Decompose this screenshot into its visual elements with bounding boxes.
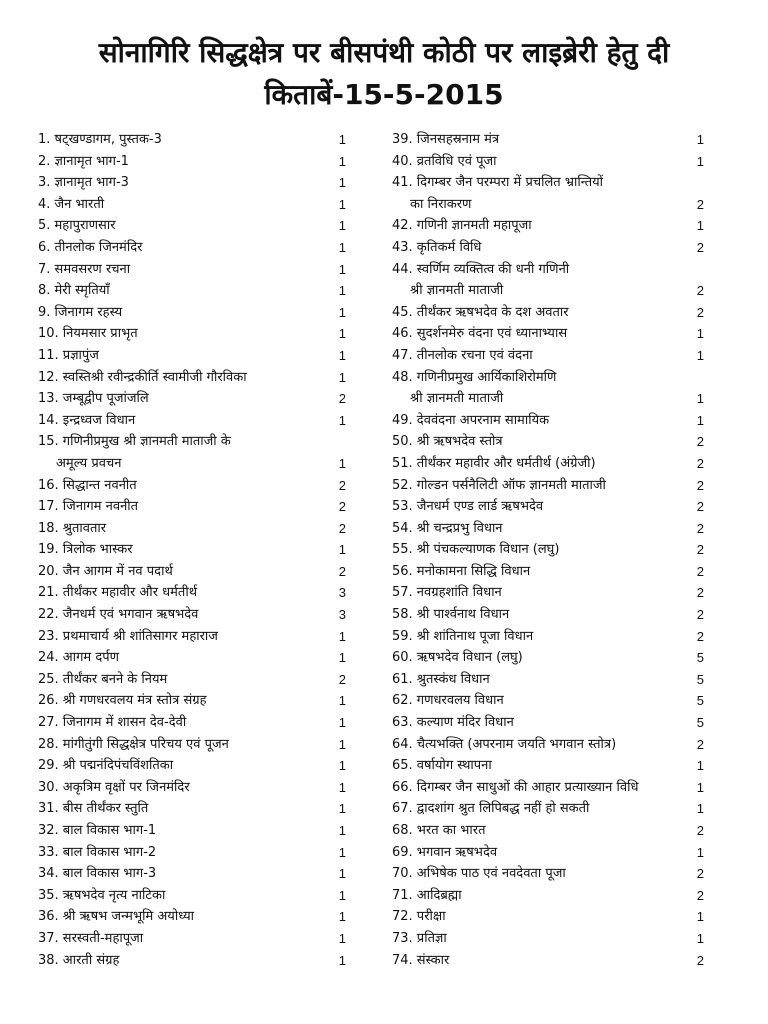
book-quantity: 1 xyxy=(338,715,346,731)
book-title: 7. समवसरण रचना xyxy=(38,261,131,277)
book-list-item xyxy=(392,323,704,345)
book-title: 13. जम्बूद्वीप पूजांजलि xyxy=(38,391,149,407)
book-quantity: 1 xyxy=(338,412,346,428)
book-list-item xyxy=(392,842,704,864)
book-list-item xyxy=(38,345,346,367)
book-title: 59. श्री शांतिनाथ पूजा विधान xyxy=(392,628,534,644)
book-quantity: 1 xyxy=(696,801,704,817)
book-title: 61. श्रुतस्कंध विधान xyxy=(392,671,490,687)
book-list-item xyxy=(38,690,346,712)
book-list-item xyxy=(392,539,704,561)
book-title: 43. कृतिकर्म विधि xyxy=(392,239,482,255)
book-quantity: 1 xyxy=(696,844,704,860)
book-list-item xyxy=(38,669,346,691)
book-quantity: 5 xyxy=(696,671,704,687)
book-quantity: 1 xyxy=(338,347,346,363)
book-title: 58. श्री पार्श्वनाथ विधान xyxy=(392,607,510,623)
book-quantity: 2 xyxy=(696,196,704,212)
book-list-item xyxy=(38,777,346,799)
book-list-item xyxy=(38,928,346,950)
book-title: 9. जिनागम रहस्य xyxy=(38,304,123,320)
book-title: 40. व्रतविधि एवं पूजा xyxy=(392,153,497,169)
book-title: 12. स्वस्तिश्री रवीन्द्रकीर्ति स्वामीजी गौरविका xyxy=(38,369,247,385)
book-title: 25. तीर्थंकर बनने के नियम xyxy=(38,671,168,687)
book-list-item xyxy=(38,798,346,820)
book-list-item xyxy=(38,604,346,626)
book-quantity: 2 xyxy=(338,671,346,687)
book-title: 54. श्री चन्द्रप्रभु विधान xyxy=(392,520,503,536)
book-quantity: 2 xyxy=(696,585,704,601)
book-list-item xyxy=(38,820,346,842)
book-quantity: 1 xyxy=(338,175,346,191)
book-title: 5. महापुराणसार xyxy=(38,218,116,234)
book-list-item xyxy=(38,734,346,756)
book-title: 18. श्रुतावतार xyxy=(38,520,107,536)
book-title: 16. सिद्धान्त नवनीत xyxy=(38,477,137,493)
book-quantity: 1 xyxy=(696,412,704,428)
book-title: 45. तीर्थंकर ऋषभदेव के दश अवतार xyxy=(392,304,569,320)
book-title: 73. प्रतिज्ञा xyxy=(392,930,447,946)
book-title-continued: अमूल्य प्रवचन xyxy=(56,455,122,471)
book-quantity: 1 xyxy=(338,952,346,968)
book-title: 41. दिगम्बर जैन परम्परा में प्रचलित भ्रान्तियों xyxy=(392,175,604,191)
book-quantity: 1 xyxy=(338,261,346,277)
page-title xyxy=(20,32,748,116)
book-quantity: 5 xyxy=(696,693,704,709)
book-list-item xyxy=(392,712,704,734)
book-list-item xyxy=(392,410,704,432)
book-list-item xyxy=(38,237,346,259)
book-quantity: 2 xyxy=(696,304,704,320)
book-title: 32. बाल विकास भाग-1 xyxy=(38,823,157,838)
book-quantity: 1 xyxy=(338,132,346,147)
book-quantity: 1 xyxy=(338,239,346,255)
book-quantity: 1 xyxy=(696,909,704,925)
book-title: 70. अभिषेक पाठ एवं नवदेवता पूजा xyxy=(392,866,566,882)
book-title: 71. आदिब्रह्मा xyxy=(392,887,462,903)
book-quantity: 1 xyxy=(338,779,346,795)
book-quantity: 1 xyxy=(338,542,346,558)
book-quantity: 1 xyxy=(696,779,704,795)
book-quantity: 2 xyxy=(696,736,704,752)
book-title: 3. ज्ञानामृत भाग-3 xyxy=(38,175,129,191)
book-quantity: 1 xyxy=(338,153,346,169)
book-quantity: 2 xyxy=(338,563,346,579)
book-quantity: 1 xyxy=(696,347,704,363)
book-quantity: 2 xyxy=(338,499,346,515)
book-quantity: 1 xyxy=(338,823,346,838)
book-title: 4. जैन भारती xyxy=(38,196,105,212)
book-title: 14. इन्द्रध्वज विधान xyxy=(38,412,136,428)
book-quantity: 1 xyxy=(338,196,346,212)
book-list-item xyxy=(38,496,346,518)
book-list-item xyxy=(392,604,704,626)
book-quantity: 1 xyxy=(338,693,346,709)
book-title: 29. श्री पद्मनंदिपंचविंशतिका xyxy=(38,758,174,774)
book-title-continued: श्री ज्ञानमती माताजी xyxy=(410,391,504,407)
book-list-item xyxy=(392,928,704,950)
book-list-item xyxy=(38,475,346,497)
book-title: 10. नियमसार प्राभृत xyxy=(38,326,138,342)
left-book-list xyxy=(38,129,346,971)
book-title: 2. ज्ञानामृत भाग-1 xyxy=(38,153,129,169)
book-list-item xyxy=(392,172,704,215)
book-quantity: 2 xyxy=(696,952,704,968)
book-title: 46. सुदर्शनमेरु वंदना एवं ध्यानाभ्यास xyxy=(392,326,568,342)
book-list-item xyxy=(38,647,346,669)
book-title: 24. आगम दर्पण xyxy=(38,650,120,666)
book-title: 37. सरस्वती-महापूजा xyxy=(38,930,144,946)
book-list-item xyxy=(38,194,346,216)
book-quantity: 2 xyxy=(338,520,346,536)
book-list-item xyxy=(38,539,346,561)
book-list-item xyxy=(38,280,346,302)
book-quantity: 2 xyxy=(696,563,704,579)
book-list-item xyxy=(392,151,704,173)
book-quantity: 1 xyxy=(696,153,704,169)
book-list-item xyxy=(38,885,346,907)
book-list-item xyxy=(392,820,704,842)
book-quantity: 1 xyxy=(696,391,704,407)
book-quantity: 2 xyxy=(696,499,704,515)
book-title: 69. भगवान ऋषभदेव xyxy=(392,844,498,860)
book-list-item xyxy=(38,712,346,734)
book-list-item xyxy=(38,172,346,194)
book-title: 1. षट्खण्डागम, पुस्तक-3 xyxy=(38,132,162,147)
book-list-item xyxy=(392,863,704,885)
book-list-item xyxy=(38,561,346,583)
book-quantity: 2 xyxy=(338,391,346,407)
book-title: 36. श्री ऋषभ जन्मभूमि अयोध्या xyxy=(38,909,194,925)
book-title: 56. मनोकामना सिद्धि विधान xyxy=(392,563,531,579)
book-list-item xyxy=(38,259,346,281)
book-title: 42. गणिनी ज्ञानमती महापूजा xyxy=(392,218,532,234)
book-title: 52. गोल्डन पर्सनैलिटी ऑफ ज्ञानमती माताजी xyxy=(392,477,606,493)
book-title: 55. श्री पंचकल्याणक विधान (लघु) xyxy=(392,542,560,558)
book-quantity: 1 xyxy=(696,326,704,342)
book-list-item xyxy=(392,345,704,367)
book-quantity: 1 xyxy=(338,844,346,860)
book-quantity: 5 xyxy=(696,650,704,666)
book-list-item xyxy=(38,518,346,540)
book-title-continued: श्री ज्ञानमती माताजी xyxy=(410,283,504,299)
book-title: 67. द्वादशांग श्रुत लिपिबद्ध नहीं हो सकती xyxy=(392,801,590,817)
book-title: 64. चैत्यभक्ति (अपरनाम जयति भगवान स्तोत्र) xyxy=(392,736,617,752)
book-quantity: 1 xyxy=(338,326,346,342)
book-title: 26. श्री गणधरवलय मंत्र स्तोत्र संग्रह xyxy=(38,693,207,709)
book-list-item xyxy=(392,475,704,497)
title-line-2: किताबें-15-5-2015 xyxy=(264,78,504,111)
book-list-item xyxy=(392,626,704,648)
book-quantity: 1 xyxy=(338,866,346,882)
book-title: 60. ऋषभदेव विधान (लघु) xyxy=(392,650,523,666)
book-list-item xyxy=(38,367,346,389)
book-list-item xyxy=(38,323,346,345)
book-title: 49. देववंदना अपरनाम सामायिक xyxy=(392,412,550,428)
book-list-item xyxy=(392,734,704,756)
book-list-item xyxy=(38,906,346,928)
book-title: 38. आरती संग्रह xyxy=(38,952,120,968)
book-list-item xyxy=(392,237,704,259)
book-quantity: 1 xyxy=(338,628,346,644)
book-list-item xyxy=(392,561,704,583)
book-title: 39. जिनसहस्रनाम मंत्र xyxy=(392,132,500,147)
book-list-item xyxy=(38,863,346,885)
book-quantity: 1 xyxy=(696,930,704,946)
book-quantity: 2 xyxy=(696,520,704,536)
book-quantity: 2 xyxy=(338,477,346,493)
book-quantity: 2 xyxy=(696,542,704,558)
book-list-item xyxy=(38,626,346,648)
book-title: 47. तीनलोक रचना एवं वंदना xyxy=(392,347,533,363)
book-quantity: 2 xyxy=(696,477,704,493)
book-quantity: 1 xyxy=(338,758,346,774)
book-title-continued: का निराकरण xyxy=(410,196,472,212)
book-list-item xyxy=(38,302,346,324)
book-list-item xyxy=(38,215,346,237)
book-list-item xyxy=(392,518,704,540)
book-list-item xyxy=(392,496,704,518)
book-title: 68. भरत का भारत xyxy=(392,823,486,838)
book-title: 48. गणिनीप्रमुख आर्यिकाशिरोमणि xyxy=(392,369,557,385)
book-title: 28. मांगीतुंगी सिद्धक्षेत्र परिचय एवं पूजन xyxy=(38,736,229,752)
book-title: 65. वर्षायोग स्थापना xyxy=(392,758,492,774)
book-title: 62. गणधरवलय विधान xyxy=(392,693,504,709)
book-list-item xyxy=(392,215,704,237)
book-title: 53. जैनधर्म एण्ड लार्ड ऋषभदेव xyxy=(392,499,544,515)
book-list-item xyxy=(38,388,346,410)
book-title: 72. परीक्षा xyxy=(392,909,446,925)
book-list-item xyxy=(38,950,346,972)
book-quantity: 1 xyxy=(338,887,346,903)
book-list-item xyxy=(392,690,704,712)
book-list-item xyxy=(38,582,346,604)
book-title: 63. कल्याण मंदिर विधान xyxy=(392,715,514,731)
book-list-item xyxy=(392,777,704,799)
book-title: 30. अकृत्रिम वृक्षों पर जिनमंदिर xyxy=(38,779,190,795)
book-quantity: 1 xyxy=(338,736,346,752)
book-title: 74. संस्कार xyxy=(392,952,450,968)
book-quantity: 1 xyxy=(338,650,346,666)
book-list-item xyxy=(392,453,704,475)
book-title: 44. स्वर्णिम व्यक्तित्व की धनी गणिनी xyxy=(392,261,570,277)
book-list-item xyxy=(392,885,704,907)
book-title: 17. जिनागम नवनीत xyxy=(38,499,139,515)
book-title: 22. जैनधर्म एवं भगवान ऋषभदेव xyxy=(38,607,199,623)
book-list-item xyxy=(392,950,704,972)
book-title: 50. श्री ऋषभदेव स्तोत्र xyxy=(392,434,503,450)
book-list-item xyxy=(392,367,704,410)
book-quantity: 1 xyxy=(696,758,704,774)
book-title: 57. नवग्रहशांति विधान xyxy=(392,585,502,601)
book-list-item xyxy=(38,129,346,151)
book-quantity: 1 xyxy=(338,304,346,320)
book-title: 15. गणिनीप्रमुख श्री ज्ञानमती माताजी के xyxy=(38,434,231,450)
book-quantity: 3 xyxy=(338,607,346,623)
book-list-item xyxy=(38,842,346,864)
book-quantity: 1 xyxy=(696,218,704,234)
book-quantity: 1 xyxy=(338,455,346,471)
book-quantity: 2 xyxy=(696,239,704,255)
book-list-item xyxy=(392,647,704,669)
book-quantity: 2 xyxy=(696,887,704,903)
book-title: 21. तीर्थंकर महावीर और धर्मतीर्थ xyxy=(38,585,198,601)
book-title: 51. तीर्थंकर महावीर और धर्मतीर्थ (अंग्रेजी) xyxy=(392,455,596,471)
book-quantity: 2 xyxy=(696,607,704,623)
book-title: 6. तीनलोक जिनमंदिर xyxy=(38,239,143,255)
book-quantity: 2 xyxy=(696,455,704,471)
book-quantity: 2 xyxy=(696,823,704,838)
book-quantity: 2 xyxy=(696,283,704,299)
book-quantity: 1 xyxy=(338,801,346,817)
title-line-1: सोनागिरि सिद्धक्षेत्र पर बीसपंथी कोठी पर लाइब्रेरी हेतु दी xyxy=(98,36,670,69)
book-title: 34. बाल विकास भाग-3 xyxy=(38,866,157,882)
book-quantity: 2 xyxy=(696,434,704,450)
book-title: 35. ऋषभदेव नृत्य नाटिका xyxy=(38,887,166,903)
book-quantity: 1 xyxy=(338,218,346,234)
book-title: 27. जिनागम में शासन देव-देवी xyxy=(38,715,187,731)
book-list-item xyxy=(38,755,346,777)
book-list-item xyxy=(392,302,704,324)
book-title: 66. दिगम्बर जैन साधुओं की आहार प्रत्याख्यान विधि xyxy=(392,779,639,795)
book-title: 33. बाल विकास भाग-2 xyxy=(38,844,157,860)
book-list-item xyxy=(38,431,346,474)
book-list-item xyxy=(392,129,704,151)
book-quantity: 2 xyxy=(696,628,704,644)
book-list-item xyxy=(392,669,704,691)
book-list-item xyxy=(392,259,704,302)
book-list-item xyxy=(392,582,704,604)
book-list-item xyxy=(38,151,346,173)
book-title: 31. बीस तीर्थंकर स्तुति xyxy=(38,801,149,817)
right-book-list xyxy=(392,129,704,971)
book-quantity: 3 xyxy=(338,585,346,601)
book-list-item xyxy=(392,906,704,928)
book-title: 23. प्रथमाचार्य श्री शांतिसागर महाराज xyxy=(38,628,218,644)
book-title: 11. प्रज्ञापुंज xyxy=(38,347,99,363)
book-quantity: 1 xyxy=(696,132,704,147)
book-quantity: 1 xyxy=(338,283,346,299)
book-list-item xyxy=(392,798,704,820)
book-title: 19. त्रिलोक भास्कर xyxy=(38,542,133,558)
book-list-item xyxy=(392,755,704,777)
book-list-item xyxy=(392,431,704,453)
book-quantity: 1 xyxy=(338,909,346,925)
book-quantity: 2 xyxy=(696,866,704,882)
book-quantity: 5 xyxy=(696,715,704,731)
book-title: 20. जैन आगम में नव पदार्थ xyxy=(38,563,173,579)
book-list-item xyxy=(38,410,346,432)
book-quantity: 1 xyxy=(338,369,346,385)
book-title: 8. मेरी स्मृतियाँ xyxy=(38,283,110,299)
book-quantity: 1 xyxy=(338,930,346,946)
